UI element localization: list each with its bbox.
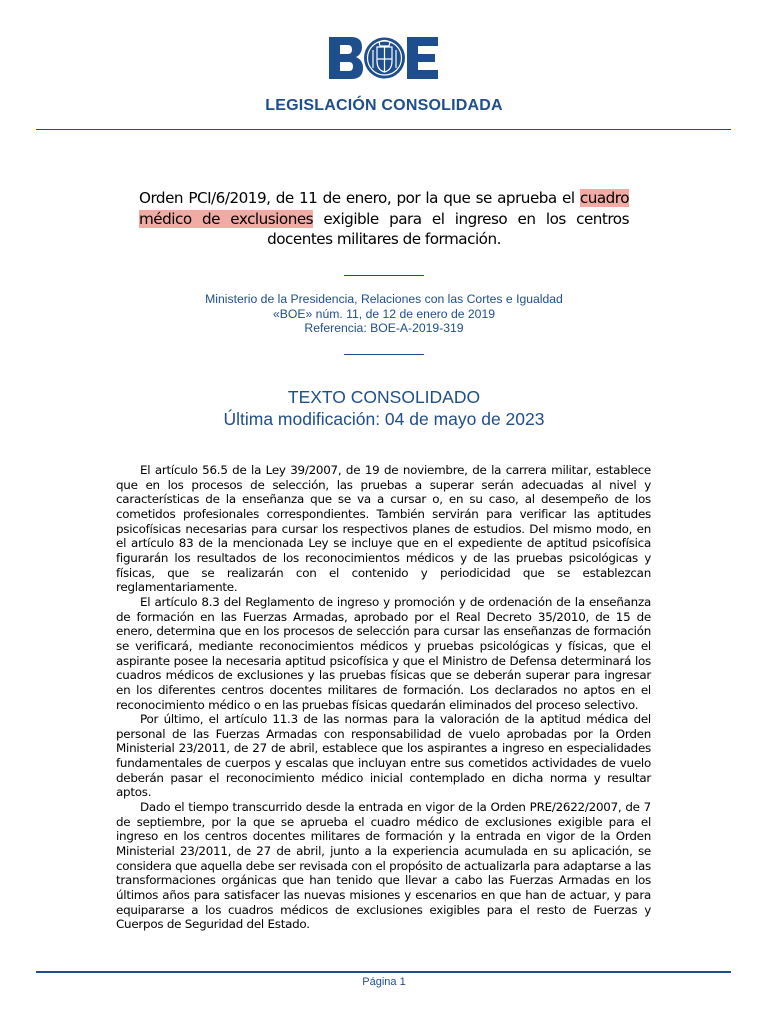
document-title-end: exigible para el ingreso en los centros docentes militares de formación. [267, 209, 629, 248]
boe-issue-line: «BOE» núm. 11, de 12 de enero de 2019 [272, 306, 496, 321]
body-paragraph: El artículo 56.5 de la Ley 39/2007, de 19 de noviembre, de la carrera militar, establece que en los procesos de selección, las pruebas a superar serán adecuadas al nivel y características de la enseñanza que se va a cursar o, en su caso, al desempeño de los cometidos profesionales correspondientes. También servirán para verificar las aptitudes psicofísicas necesarias para cursar los respectivos planes de estudios. Del mismo modo, en el artículo 83 de la mencionada Ley se incluye que en el expediente de aptitud psicofísica figurarán los resultados de los reconocimientos médicos y de las pruebas psicológicas y físicas, que se realizarán con el contenido y periodicidad que se establezcan reglamentariamente. [116, 463, 651, 595]
document-title-start: Orden PCI/6/2019, de 11 de enero, por la que se aprueba el [139, 189, 580, 207]
page-number: Página 1 [362, 976, 406, 988]
publication-metadata [0, 292, 768, 336]
boe-logo [327, 36, 440, 80]
consolidated-title: TEXTO CONSOLIDADO [287, 387, 481, 407]
last-modified: Última modificación: 04 de mayo de 2023 [223, 409, 545, 429]
highlighted-phrase: cuadro médico de exclusiones [139, 189, 629, 228]
consolidated-heading [0, 386, 768, 430]
header-divider [36, 129, 731, 130]
reference-line: Referencia: BOE-A-2019-319 [304, 321, 464, 335]
document-body [116, 463, 651, 932]
document-title [139, 188, 629, 250]
body-paragraph: Dado el tiempo transcurrido desde la entrada en vigor de la Orden PRE/2622/2007, de 7 de septiembre, por la que se aprueba el cuadro médico de exclusiones exigible para el ingreso en los centros docentes militares de formación y la entrada en vigor de la Orden Ministerial 23/2011, de 27 de abril, junto a la experiencia acumulada en su aplicación, se considera que aquella debe ser revisada con el propósito de actualizarla para adaptarse a las transformaciones orgánicas que han tenido que llevar a cabo las Fuerzas Armadas en los últimos años para satisfacer las nuevas misiones y escenarios en que han de actuar, y para equipararse a los cuadros médicos de exclusiones exigibles para el resto de Fuerzas y Cuerpos de Seguridad del Estado. [116, 800, 651, 932]
ministry-line: Ministerio de la Presidencia, Relaciones con las Cortes e Igualdad [205, 292, 563, 306]
metadata-divider [344, 354, 424, 355]
body-paragraph: Por último, el artículo 11.3 de las normas para la valoración de la aptitud médica del personal de las Fuerzas Armadas con responsabilidad de vuelo aprobadas por la Orden Ministerial 23/2011, de 27 de abril, establece que los aspirantes a ingreso en especialidades fundamentales de cuerpos y escalas que incluyan entre sus cometidos actividades de vuelo deberán pasar el reconocimiento médico inicial contemplado en dicha norma y resultar aptos. [116, 712, 651, 800]
section-title: LEGISLACIÓN CONSOLIDADA [265, 97, 503, 114]
footer-divider [36, 971, 731, 973]
body-paragraph: El artículo 8.3 del Reglamento de ingreso y promoción y de ordenación de la enseñanza de formación en las Fuerzas Armadas, aprobado por el Real Decreto 35/2010, de 15 de enero, determina que en los procesos de selección para cursar las enseñanzas de formación se verificará, mediante reconocimientos médicos y pruebas psicológicas y físicas, que el aspirante posee la necesaria aptitud psicofísica y que el Ministro de Defensa determinará los cuadros médicos de exclusiones y las pruebas físicas que se deberán superar para ingresar en los diferentes centros docentes militares de formación. Los declarados no aptos en el reconocimiento médico o en las pruebas físicas quedarán eliminados del proceso selectivo. [116, 594, 651, 712]
title-divider [344, 275, 424, 276]
